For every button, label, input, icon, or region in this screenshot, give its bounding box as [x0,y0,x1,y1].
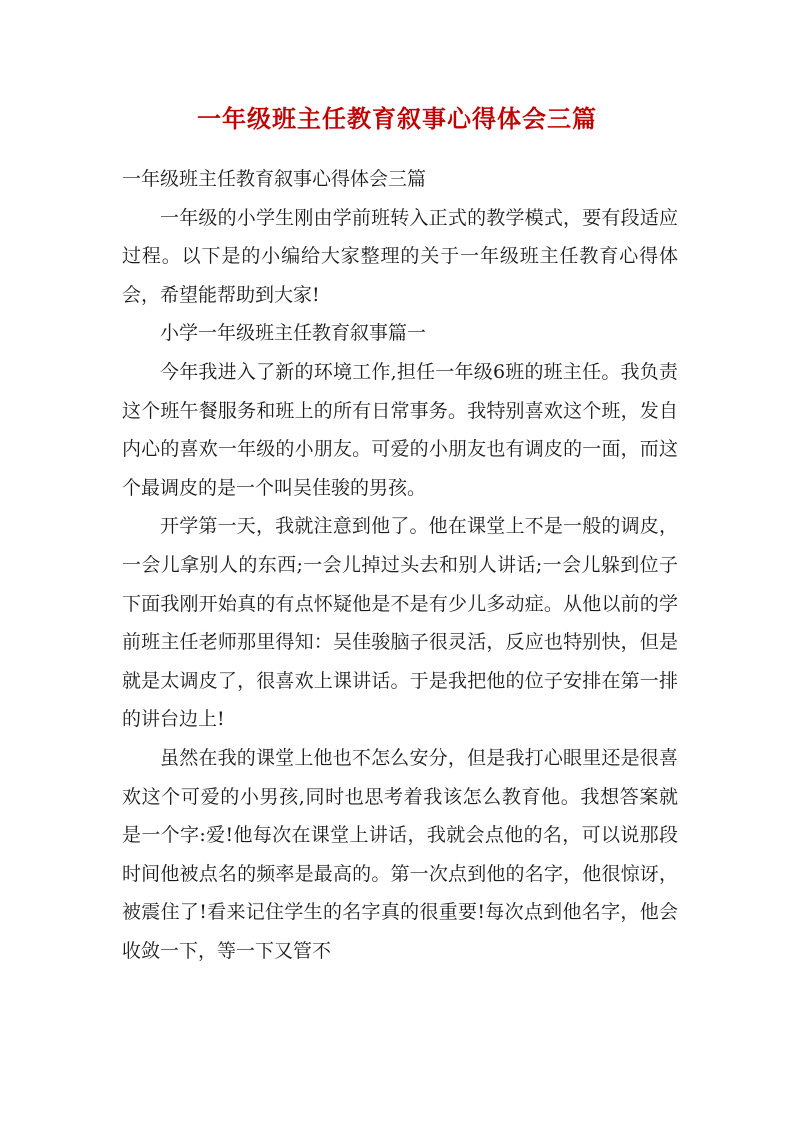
document-body [122,160,678,970]
paragraph: 今年我进入了新的环境工作,担任一年级6班的班主任。我负责这个班午餐服务和班上的所有日常事务。我特别喜欢这个班，发自内心的喜欢一年级的小朋友。可爱的小朋友也有调皮的一面，而这个最调皮的是一个叫吴佳骏的男孩。 [122,360,678,499]
paragraph-intro: 一年级的小学生刚由学前班转入正式的教学模式，要有段适应过程。以下是的小编给大家整理的关于一年级班主任教育心得体会，希望能帮助到大家! [122,206,678,306]
document-title: 一年级班主任教育叙事心得体会三篇 [197,104,597,133]
paragraph: 虽然在我的课堂上他也不怎么安分，但是我打心眼里还是很喜欢这个可爱的小男孩,同时也思考着我该怎么教育他。我想答案就是一个字:爱!他每次在课堂上讲话，我就会点他的名，可以说那段时间他被点名的频率是最高的。第一次点到他的名字，他很惊讶，被震住了!看来记住学生的名字真的很重要!每次点到他名字，他会收敛一下，等一下又管不 [122,746,678,962]
paragraph: 开学第一天，我就注意到他了。他在课堂上不是一般的调皮，一会儿拿别人的东西;一会儿掉过头去和别人讲话;一会儿躲到位子下面我刚开始真的有点怀疑他是不是有少儿多动症。从他以前的学前班主任老师那里得知：吴佳骏脑子很灵活，反应也特别快，但是就是太调皮了，很喜欢上课讲话。于是我把他的位子安排在第一排的讲台边上! [122,515,678,731]
section-heading: 小学一年级班主任教育叙事篇一 [160,322,427,345]
document-subtitle: 一年级班主任教育叙事心得体会三篇 [122,168,427,190]
